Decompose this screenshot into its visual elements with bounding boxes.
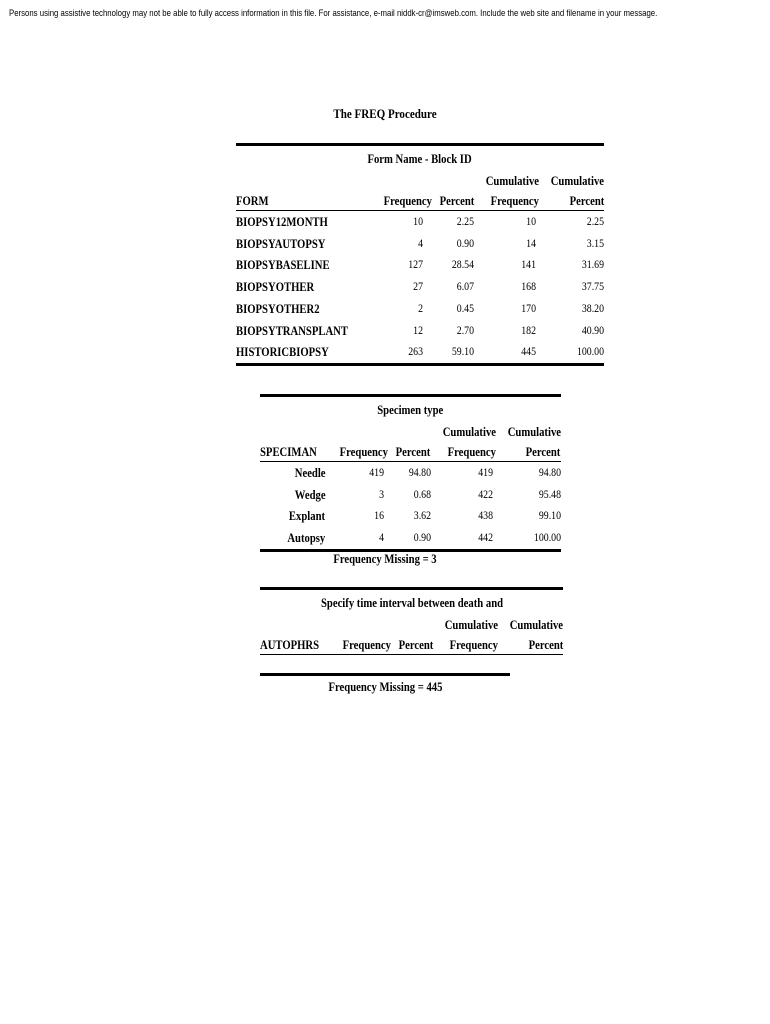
cumulative-percent-cell: 99.10: [538, 508, 561, 523]
column-header-variable: SPECIMAN: [260, 443, 317, 459]
row-label: BIOPSYOTHER2: [236, 300, 320, 316]
percent-cell: 2.25: [456, 214, 474, 228]
table-row: [236, 254, 604, 276]
row-label: Explant: [289, 508, 326, 524]
accessibility-notice: Persons using assistive technology may not be able to fully access information in this file. For assistance, e-mail niddk-cr@imsweb.com. Include the web site and filename in your message.: [9, 8, 658, 19]
table-caption: Specify time interval between death and: [320, 595, 503, 610]
frequency-cell: 12: [412, 322, 423, 337]
table-row: [236, 211, 604, 233]
percent-cell: 3.62: [413, 508, 431, 523]
frequency-cell: 4: [417, 235, 423, 250]
cumulative-percent-cell: 100.00: [533, 530, 561, 545]
cumulative-frequency-cell: 442: [477, 530, 493, 545]
table-row: [260, 484, 561, 506]
column-header: Frequency: [449, 636, 499, 652]
form-frequency-table: [236, 143, 604, 366]
cumulative-percent-cell: 3.15: [586, 235, 604, 250]
frequency-cell: 127: [407, 257, 423, 272]
column-header: Cumulative: [510, 617, 564, 632]
column-header-variable: FORM: [236, 192, 269, 208]
column-header: Frequency: [490, 192, 539, 208]
percent-cell: 0.45: [456, 300, 474, 315]
row-label: BIOPSY12MONTH: [236, 214, 328, 229]
row-label: HISTORICBIOPSY: [236, 344, 329, 360]
cumulative-percent-cell: 38.20: [581, 300, 604, 315]
row-label: BIOPSYOTHER: [236, 279, 315, 295]
table-bottom-rule: [260, 673, 510, 676]
percent-cell: 2.70: [456, 322, 474, 337]
column-header: Cumulative: [507, 424, 561, 439]
row-label: Needle: [294, 465, 326, 480]
column-header: Cumulative: [550, 173, 604, 188]
column-header-variable: AUTOPHRS: [260, 636, 320, 652]
cumulative-frequency-cell: 168: [521, 279, 536, 294]
table-caption: Specimen type: [377, 402, 444, 417]
row-label: BIOPSYAUTOPSY: [236, 235, 326, 251]
table-row: [260, 505, 561, 527]
table-row: [236, 341, 604, 364]
percent-cell: 6.07: [456, 279, 474, 294]
column-header: Cumulative: [442, 424, 496, 439]
column-header: Percent: [569, 192, 604, 208]
frequency-cell: 2: [417, 300, 423, 315]
table-row: [236, 276, 604, 298]
cumulative-frequency-cell: 170: [521, 300, 536, 315]
frequency-cell: 10: [412, 214, 423, 228]
cumulative-frequency-cell: 182: [521, 322, 536, 337]
cumulative-percent-cell: 94.80: [538, 465, 561, 479]
row-label: Autopsy: [287, 530, 326, 546]
frequency-cell: 16: [374, 508, 385, 523]
column-header: Cumulative: [445, 617, 499, 632]
row-label: BIOPSYTRANSPLANT: [236, 322, 348, 338]
frequency-cell: 4: [379, 530, 385, 545]
percent-cell: 0.68: [413, 486, 431, 501]
cumulative-percent-cell: 31.69: [581, 257, 604, 272]
cumulative-frequency-cell: 14: [526, 235, 536, 250]
percent-cell: 28.54: [451, 257, 474, 272]
cumulative-frequency-cell: 10: [526, 214, 536, 228]
row-label: Wedge: [294, 486, 326, 502]
table-row: [260, 462, 561, 484]
frequency-cell: 3: [379, 486, 385, 501]
cumulative-percent-cell: 40.90: [581, 322, 604, 337]
cumulative-frequency-cell: 438: [477, 508, 493, 523]
cumulative-frequency-cell: 422: [477, 486, 493, 501]
cumulative-frequency-cell: 445: [521, 344, 536, 359]
frequency-cell: 263: [407, 344, 423, 359]
column-header: Percent: [525, 443, 561, 459]
specimen-type-table: [260, 394, 561, 552]
cumulative-frequency-cell: 419: [477, 465, 493, 479]
percent-cell: 59.10: [451, 344, 474, 359]
frequency-cell: 419: [369, 465, 385, 479]
column-header: Frequency: [447, 443, 496, 459]
table-row: [236, 298, 604, 320]
frequency-cell: 27: [412, 279, 423, 294]
autopsy-interval-table: [260, 587, 563, 655]
table-row: [236, 233, 604, 255]
percent-cell: 0.90: [413, 530, 431, 545]
cumulative-percent-cell: 95.48: [538, 486, 561, 501]
column-header: Cumulative: [485, 173, 539, 188]
column-header: Frequency: [383, 192, 432, 208]
column-header: Frequency: [339, 443, 389, 459]
column-header: Percent: [528, 636, 564, 652]
table-caption: Form Name - Block ID: [367, 151, 473, 166]
cumulative-percent-cell: 2.25: [586, 214, 604, 228]
percent-cell: 94.80: [408, 465, 431, 479]
row-label: BIOPSYBASELINE: [236, 257, 330, 273]
page-title: The FREQ Procedure: [333, 106, 437, 121]
frequency-missing-note: Frequency Missing = 445: [328, 679, 442, 694]
table-row: [236, 320, 604, 342]
column-header: Percent: [439, 192, 474, 208]
column-header: Frequency: [342, 636, 391, 652]
column-header: Percent: [398, 636, 434, 652]
cumulative-frequency-cell: 141: [521, 257, 536, 272]
table-row: [260, 527, 561, 550]
cumulative-percent-cell: 100.00: [576, 344, 604, 359]
cumulative-percent-cell: 37.75: [581, 279, 604, 294]
column-header: Percent: [395, 443, 431, 459]
frequency-missing-note: Frequency Missing = 3: [333, 551, 437, 566]
percent-cell: 0.90: [456, 235, 474, 250]
